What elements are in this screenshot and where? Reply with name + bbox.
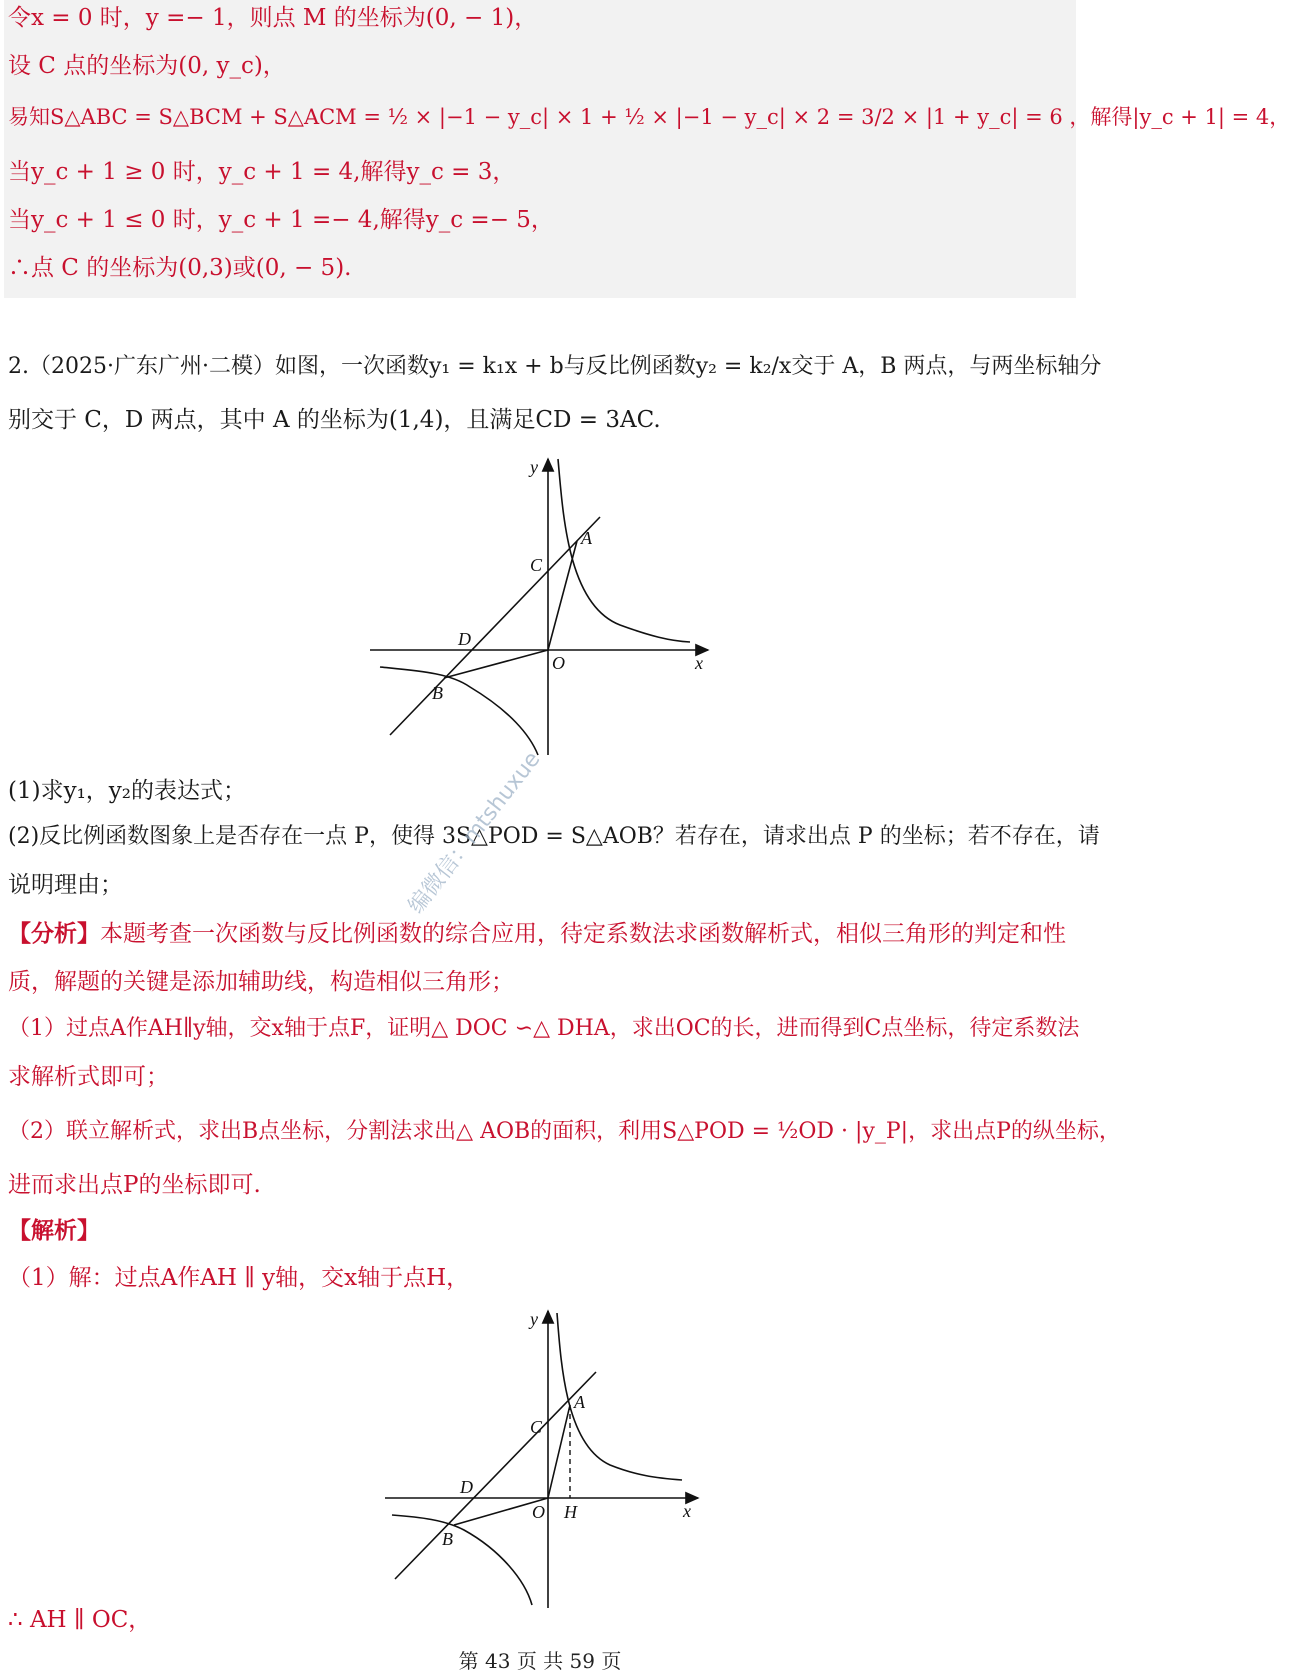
solution-line-5: 当y_c + 1 ≤ 0 时，y_c + 1 =− 4,解得y_c =− 5， xyxy=(8,207,554,233)
analysis-header: 【分析】 xyxy=(8,920,100,947)
solution-line-2: 设 C 点的坐标为(0, y_c)， xyxy=(8,53,286,79)
segment-OB xyxy=(444,650,548,678)
label-D: D xyxy=(458,629,471,649)
solution-line-3: 易知S△ABC = S△BCM + S△ACM = ½ × |−1 − y_c| × 1 + ½ × |−1 − y_c| × 2 = 3/2 × |1 + y_c| = 6 ，解得|y_c + 1| = 4， xyxy=(8,105,1290,129)
question-2-line-1: (2)反比例函数图象上是否存在一点 P，使得 3S△POD = S△AOB？若存在，请求出点 P 的坐标；若不存在，请 xyxy=(8,824,1100,849)
page-footer: 第 43 页 共 59 页 xyxy=(458,1649,622,1673)
analysis-line-1 xyxy=(8,919,1072,949)
analysis-line-5: （2）联立解析式，求出B点坐标，分割法求出△ AOB的面积，利用S△POD = ½OD · |y_P|，求出点P的纵坐标， xyxy=(8,1119,1121,1144)
label-A: A xyxy=(581,528,592,548)
label-B-fig2: B xyxy=(442,1529,453,1549)
line-y1-fig2 xyxy=(395,1372,596,1579)
solution-last-line: ∴ AH ∥ OC， xyxy=(8,1607,152,1633)
segment-OA xyxy=(548,541,577,650)
analysis-line-2: 质，解题的关键是添加辅助线，构造相似三角形； xyxy=(8,969,514,995)
problem-statement-line-1: 2.（2025·广东广州·二模）如图，一次函数y₁ = k₁x + b与反比例函数y₂ = k₂/x交于 A，B 两点，与两坐标轴分 xyxy=(8,354,1102,379)
label-x: x xyxy=(695,653,703,673)
hyperbola-branch-2 xyxy=(380,667,538,755)
label-O-fig2: O xyxy=(532,1502,545,1522)
analysis-text-1: 本题考查一次函数与反比例函数的综合应用，待定系数法求函数解析式，相似三角形的判定和性 xyxy=(100,921,1066,947)
analysis-line-3: （1）过点A作AH∥y轴，交x轴于点F，证明△ DOC ∽△ DHA，求出OC的长，进而得到C点坐标，待定系数法 xyxy=(8,1016,1080,1041)
watermark: 编微信：mtshuxue xyxy=(403,747,546,919)
label-O: O xyxy=(552,653,565,673)
label-D-fig2: D xyxy=(460,1477,473,1497)
figure-1-graph xyxy=(360,455,720,760)
label-x-fig2: x xyxy=(683,1501,691,1521)
label-y-fig2: y xyxy=(530,1309,538,1329)
label-C-fig2: C xyxy=(530,1417,543,1437)
solution-line-6: ∴点 C 的坐标为(0,3)或(0, − 5). xyxy=(8,255,352,281)
question-1: (1)求y₁，y₂的表达式； xyxy=(8,778,247,804)
solution-line-4: 当y_c + 1 ≥ 0 时，y_c + 1 = 4,解得y_c = 3， xyxy=(8,159,516,185)
label-H-fig2: H xyxy=(564,1502,577,1522)
question-2-line-2: 说明理由； xyxy=(8,872,123,898)
hyperbola-branch-1 xyxy=(558,459,690,642)
label-C: C xyxy=(530,555,543,575)
solution-header: 【解析】 xyxy=(8,1217,100,1244)
analysis-line-4: 求解析式即可； xyxy=(8,1064,169,1090)
analysis-line-6: 进而求出点P的坐标即可. xyxy=(8,1172,261,1198)
label-y: y xyxy=(530,457,538,477)
solution-line-1: 令x = 0 时，y =− 1，则点 M 的坐标为(0, − 1)， xyxy=(8,5,538,31)
line-y1 xyxy=(390,517,600,735)
problem-statement-line-2: 别交于 C，D 两点，其中 A 的坐标为(1,4)，且满足CD = 3AC. xyxy=(8,407,661,433)
figure-2-graph xyxy=(380,1305,710,1615)
label-A-fig2: A xyxy=(574,1392,585,1412)
label-B: B xyxy=(432,683,443,703)
solution-step-1: （1）解：过点A作AH ∥ y轴，交x轴于点H， xyxy=(8,1265,470,1291)
